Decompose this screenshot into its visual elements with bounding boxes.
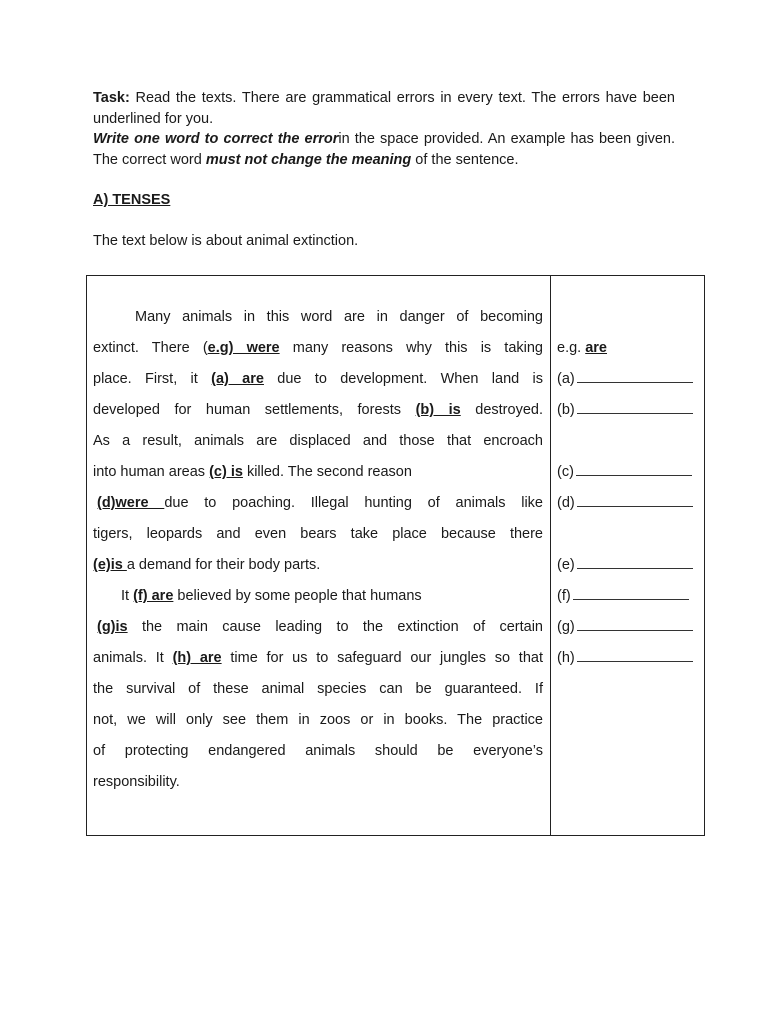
passage-line bbox=[93, 581, 543, 612]
passage-line bbox=[93, 333, 543, 364]
passage-line bbox=[93, 550, 543, 581]
passage-line bbox=[93, 674, 543, 705]
passage-text-span: due to development. When land is bbox=[263, 371, 543, 387]
passage-text-span: a demand for their body parts. bbox=[126, 557, 321, 573]
passage-line bbox=[93, 426, 543, 457]
task-text-3: of the sentence. bbox=[411, 151, 519, 168]
answer-label: (f) bbox=[557, 588, 571, 604]
passage-line bbox=[93, 736, 543, 767]
task-text-1: Read the texts. There are grammatical errors in every text. The errors have been underlined for you. bbox=[93, 90, 675, 127]
answer-example bbox=[557, 333, 702, 364]
passage-text-span: animals. It bbox=[93, 650, 173, 666]
error-b: (b) is bbox=[415, 402, 461, 418]
passage-text-span: killed. The second reason bbox=[242, 464, 412, 480]
answer-blank-d[interactable] bbox=[577, 492, 693, 507]
passage-text-span: believed by some people that humans bbox=[173, 588, 422, 604]
passage-text-span: tigers, leopards and even bears take place because there bbox=[93, 526, 543, 542]
answer-row-a bbox=[557, 364, 702, 395]
task-label: Task: bbox=[93, 90, 130, 106]
answer-row-e bbox=[557, 550, 702, 581]
passage-line bbox=[93, 364, 543, 395]
passage-line bbox=[93, 302, 543, 333]
passage-text-span: responsibility. bbox=[93, 774, 180, 790]
passage-line bbox=[93, 395, 543, 426]
passage-line bbox=[93, 612, 543, 643]
passage-text-span: As a result, animals are displaced and those that encroach bbox=[93, 433, 543, 449]
answer-label: (g) bbox=[557, 619, 575, 635]
error-example: e.g) were bbox=[207, 340, 280, 356]
error-f: (f) are bbox=[133, 588, 174, 604]
passage-text-span: Many animals in this word are in danger of becoming bbox=[135, 309, 543, 325]
passage-text-span: place. First, it bbox=[93, 371, 212, 387]
error-a: (a) are bbox=[211, 371, 264, 387]
passage-text-span: the main cause leading to the extinction of certain bbox=[127, 619, 543, 635]
answer-row-d bbox=[557, 488, 702, 519]
task-paragraph-1 bbox=[93, 88, 675, 129]
answer-spacer bbox=[557, 519, 702, 550]
passage-text-span: of protecting endangered animals should be everyone’s bbox=[93, 743, 543, 759]
answer-row-g bbox=[557, 612, 702, 643]
answer-row-b bbox=[557, 395, 702, 426]
answer-label: (h) bbox=[557, 650, 575, 666]
passage-line bbox=[93, 643, 543, 674]
task-paragraph-2 bbox=[93, 129, 675, 170]
passage-line bbox=[93, 705, 543, 736]
answer-label: (c) bbox=[557, 464, 574, 480]
answer-column bbox=[557, 333, 702, 674]
answer-blank-f[interactable] bbox=[573, 585, 689, 600]
table-divider bbox=[550, 275, 551, 836]
answer-label: (d) bbox=[557, 495, 575, 511]
passage-text-span: extinct. There ( bbox=[93, 340, 208, 356]
answer-label: (a) bbox=[557, 371, 575, 387]
answer-blank-c[interactable] bbox=[576, 461, 692, 476]
answer-blank-h[interactable] bbox=[577, 647, 693, 662]
passage-line bbox=[93, 488, 543, 519]
section-heading: A) TENSES bbox=[93, 192, 171, 208]
passage-text-span: time for us to safeguard our jungles so that bbox=[221, 650, 543, 666]
passage-text-span: destroyed. bbox=[460, 402, 543, 418]
answer-row-h bbox=[557, 643, 702, 674]
task-emphasis-2: must not change the meaning bbox=[205, 151, 412, 168]
answer-row-c bbox=[557, 457, 702, 488]
answer-spacer bbox=[557, 426, 702, 457]
passage-text-span: into human areas bbox=[93, 464, 210, 480]
error-c: (c) is bbox=[209, 464, 243, 480]
passage-text-span: the survival of these animal species can be guaranteed. If bbox=[93, 681, 543, 697]
answer-blank-a[interactable] bbox=[577, 368, 693, 383]
passage-text-span: It bbox=[121, 588, 134, 604]
error-d: (d)were bbox=[97, 495, 165, 511]
error-g: (g)is bbox=[97, 619, 128, 635]
passage-text-span: due to poaching. Illegal hunting of animals like bbox=[164, 495, 543, 511]
passage-text-span: developed for human settlements, forests bbox=[93, 402, 416, 418]
task-instructions bbox=[93, 88, 675, 170]
task-text-2: in the space provided. An example has been given. The correct word bbox=[93, 131, 675, 168]
passage-text-span: many reasons why this is taking bbox=[279, 340, 543, 356]
passage-line bbox=[93, 457, 543, 488]
answer-label: (b) bbox=[557, 402, 575, 418]
answer-blank-e[interactable] bbox=[577, 554, 693, 569]
error-h: (h) are bbox=[172, 650, 222, 666]
answer-blank-b[interactable] bbox=[577, 399, 693, 414]
passage-line bbox=[93, 767, 543, 798]
error-e: (e)is bbox=[93, 557, 127, 573]
answer-blank-g[interactable] bbox=[577, 616, 693, 631]
passage-text bbox=[93, 302, 543, 798]
passage-line bbox=[93, 519, 543, 550]
answer-row-f bbox=[557, 581, 702, 612]
passage-intro: The text below is about animal extinction. bbox=[93, 233, 359, 249]
example-answer: are bbox=[585, 340, 607, 356]
task-emphasis-1: Write one word to correct the error bbox=[93, 131, 339, 147]
passage-text-span: not, we will only see them in zoos or in books. The practice bbox=[93, 712, 543, 728]
answer-label: e.g. bbox=[557, 340, 582, 356]
answer-label: (e) bbox=[557, 557, 575, 573]
